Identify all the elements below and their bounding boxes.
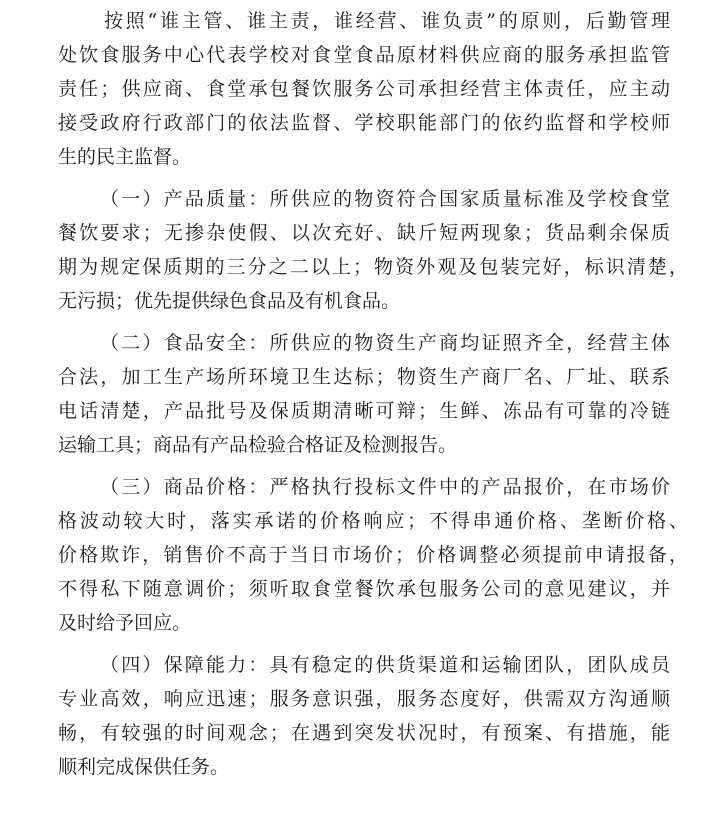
text-line: 电话清楚，产品批号及保质期清晰可辩；生鲜、冻品有可靠的冷链	[58, 400, 670, 422]
text-line: 运输工具；商品有产品检验合格证及检测报告。	[58, 434, 458, 456]
text-line: 及时给予回应。	[58, 612, 192, 634]
text-line: 专业高效，响应迅速；服务意识强，服务态度好，供需双方沟通顺	[58, 688, 670, 710]
text-line: 价格欺诈，销售价不高于当日市场价；价格调整必须提前申请报备，	[58, 544, 688, 566]
text-line: （一）产品质量：所供应的物资符合国家质量标准及学校食堂	[100, 188, 670, 210]
text-line: 接受政府行政部门的依法监督、学校职能部门的依约监督和学校师	[58, 112, 670, 134]
text-line: 无污损；优先提供绿色食品及有机食品。	[58, 290, 401, 312]
text-line: 合法，加工生产场所环境卫生达标；物资生产商厂名、厂址、联系	[58, 366, 670, 388]
text-line: （四）保障能力：具有稳定的供货渠道和运输团队，团队成员	[100, 654, 670, 676]
text-line: 按照“谁主管、谁主责，谁经营、谁负责”的原则，后勤管理	[104, 10, 670, 32]
text-line: 不得私下随意调价；须听取食堂餐饮承包服务公司的意见建议，并	[58, 578, 670, 600]
text-line: 生的民主监督。	[58, 146, 192, 168]
text-line: 责任；供应商、食堂承包餐饮服务公司承担经营主体责任，应主动	[58, 78, 670, 100]
text-line: （二）食品安全：所供应的物资生产商均证照齐全，经营主体	[100, 332, 670, 354]
text-line: 处饮食服务中心代表学校对食堂食品原材料供应商的服务承担监管	[58, 44, 670, 66]
text-line: 顺利完成保供任务。	[58, 756, 230, 778]
text-line: 畅，有较强的时间观念；在遇到突发状况时，有预案、有措施，能	[58, 722, 670, 744]
text-line: 期为规定保质期的三分之二以上；物资外观及包装完好，标识清楚，	[58, 256, 688, 278]
text-line: 格波动较大时，落实承诺的价格响应；不得串通价格、垄断价格、	[58, 510, 688, 532]
text-line: 餐饮要求；无掺杂使假、以次充好、缺斤短两现象；货品剩余保质	[58, 222, 670, 244]
text-line: （三）商品价格：严格执行投标文件中的产品报价，在市场价	[100, 476, 670, 498]
